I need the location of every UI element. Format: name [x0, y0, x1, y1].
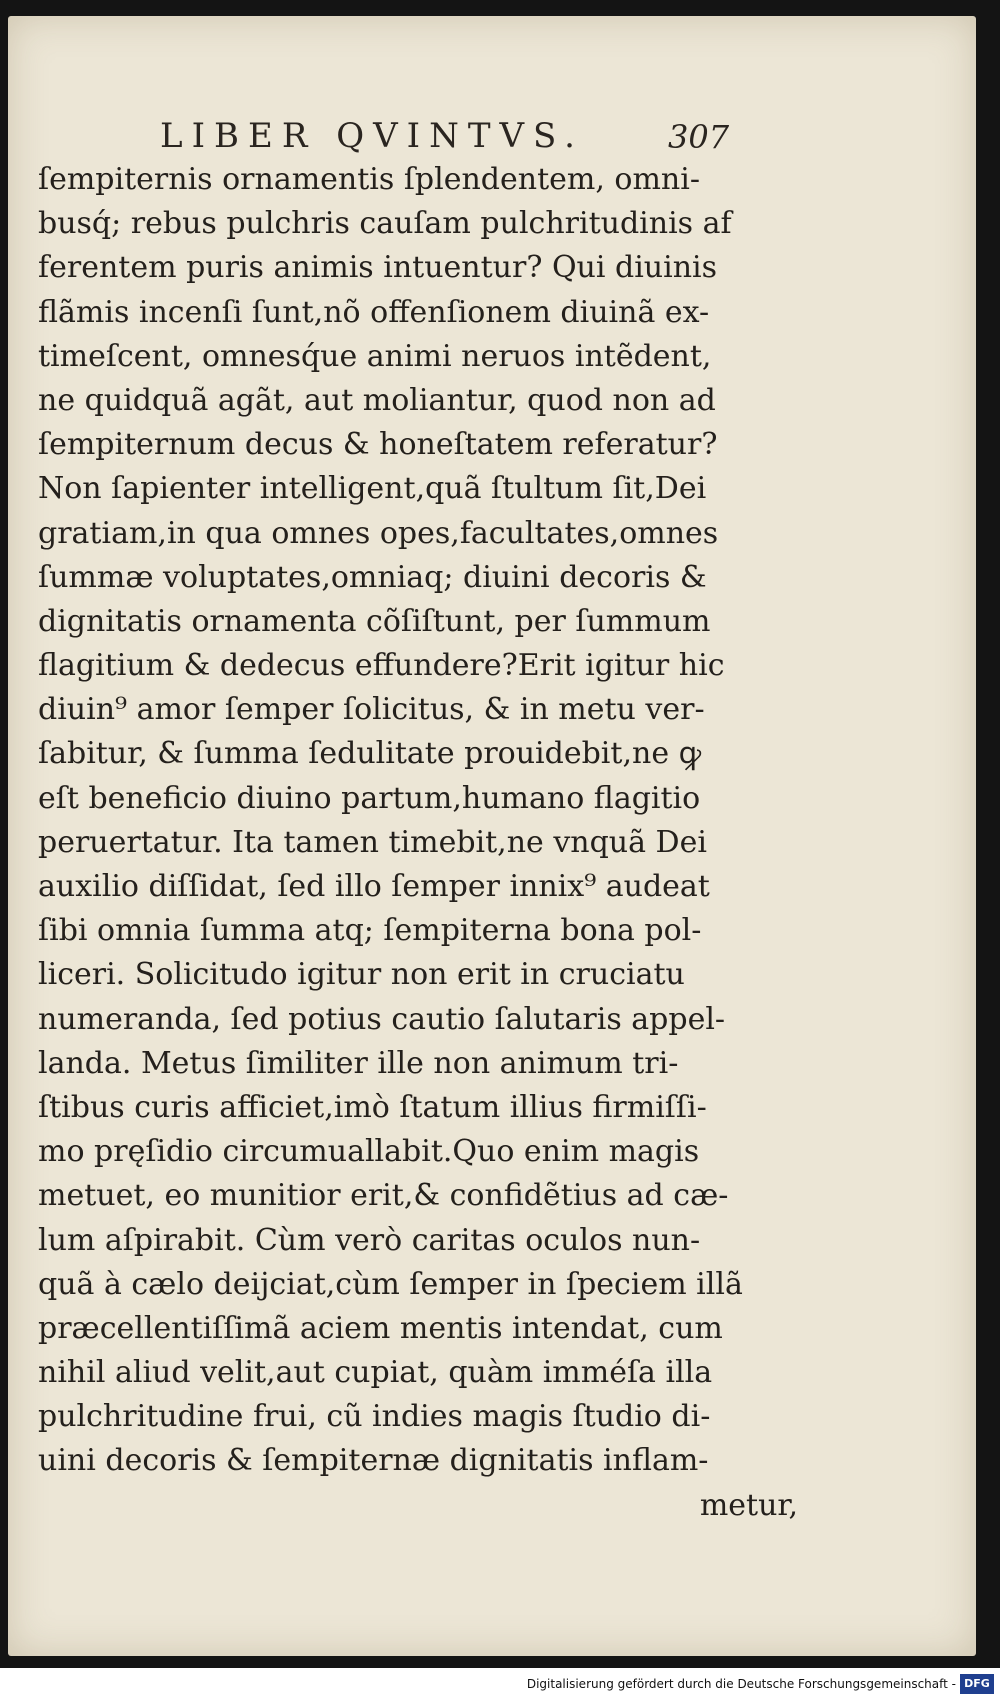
- page-number: 307: [668, 118, 730, 156]
- text-line: lum aſpirabit. Cùm verò caritas oculos nun-: [38, 1222, 701, 1258]
- text-line: liceri. Solicitudo igitur non erit in cruciatu: [38, 957, 685, 993]
- text-line: ſempiternis ornamentis ſplendentem, omni-: [38, 162, 700, 197]
- book-page: [8, 16, 976, 1656]
- text-line: nihil aliud velit,aut cupiat, quàm imméſa illa: [38, 1355, 713, 1391]
- text-line: busq́; rebus pulchris cauſam pulchritudinis af: [38, 206, 732, 242]
- text-line: metuet, eo munitior erit,& confidẽtius ad cæ-: [38, 1178, 729, 1214]
- text-line: ſabitur, & ſumma ſedulitate prouidebit,ne ꝙ: [38, 736, 702, 772]
- text-line: ſibi omnia ſumma atq; ſempiterna bona pol-: [38, 913, 702, 949]
- running-head: LIBER QVINTVS.: [160, 116, 584, 156]
- text-line: uini decoris & ſempiternæ dignitatis inflam-: [38, 1443, 709, 1479]
- text-line: diuin⁹ amor ſemper ſolicitus, & in metu ver-: [38, 692, 705, 728]
- footer-credit: Digitalisierung gefördert durch die Deutsche Forschungsgemeinschaft -: [526, 1677, 956, 1691]
- text-line: flãmis incenſi ſunt,nõ offenſionem diuinã ex-: [38, 294, 710, 330]
- dfg-logo: DFG: [960, 1674, 994, 1694]
- text-line: pulchritudine frui, cũ indies magis ſtudio di-: [38, 1399, 711, 1435]
- digitization-footer: [0, 1668, 1000, 1701]
- text-line: landa. Metus ſimiliter ille non animum tri-: [38, 1045, 679, 1081]
- text-line: timeſcent, omnesq́ue animi neruos intẽdent,: [38, 338, 712, 374]
- text-line: ferentem puris animis intuentur? Qui diuinis: [38, 250, 718, 286]
- text-line: quã à cælo deijciat,cùm ſemper in ſpeciem illã: [38, 1266, 743, 1302]
- text-line: præcellentiſſimã aciem mentis intendat, cum: [38, 1310, 723, 1346]
- text-line: numeranda, ſed potius cautio ſalutaris appel-: [38, 1001, 726, 1037]
- text-line: ſummæ voluptates,omniaq; diuini decoris &: [38, 559, 707, 595]
- text-block: [38, 158, 798, 1528]
- text-line: ſtibus curis afficiet,imò ſtatum illius firmiſſi-: [38, 1089, 707, 1125]
- text-line: dignitatis ornamenta cõſiſtunt, per ſummum: [38, 603, 711, 639]
- text-line: peruertatur. Ita tamen timebit,ne vnquã Dei: [38, 824, 707, 860]
- text-line: auxilio diſſidat, ſed illo ſemper innix⁹ audeat: [38, 869, 710, 904]
- text-line: mo pręſidio circumuallabit.Quo enim magis: [38, 1134, 700, 1170]
- text-line: ſempiternum decus & honeſtatem referatur?: [38, 427, 718, 463]
- text-line: eſt beneficio diuino partum,humano flagitio: [38, 780, 701, 816]
- text-line: gratiam,in qua omnes opes,facultates,omnes: [38, 515, 719, 551]
- text-line: ne quidquã agãt, aut moliantur, quod non ad: [38, 382, 716, 418]
- text-line: Non ſapienter intelligent,quã ſtultum ſit,Dei: [38, 471, 707, 507]
- catchword-line: metur,: [699, 1487, 798, 1523]
- text-line: flagitium & dedecus effundere?Erit igitur hic: [38, 648, 725, 684]
